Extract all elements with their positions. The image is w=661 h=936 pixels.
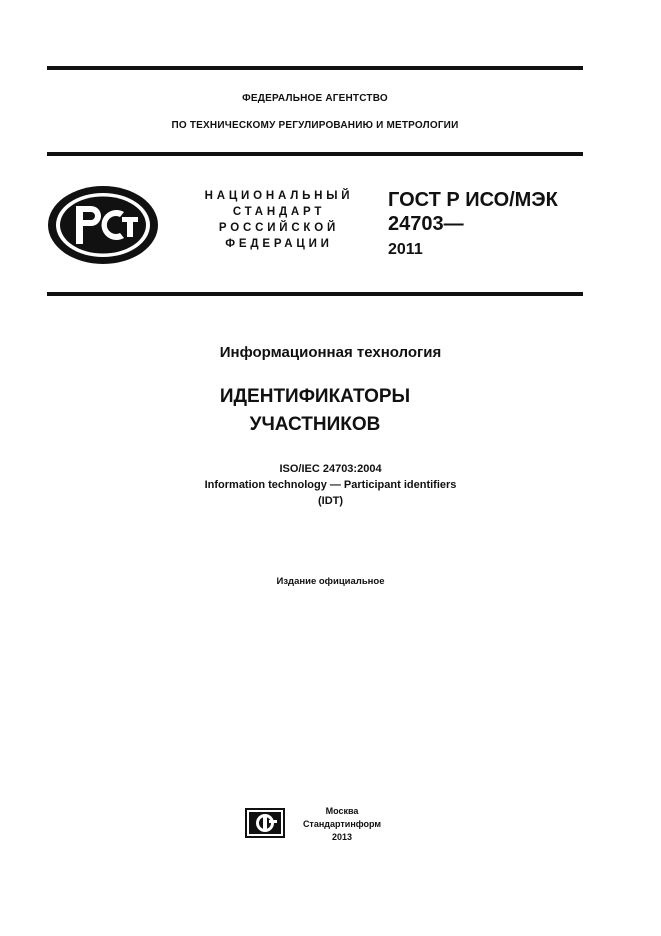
top-rule xyxy=(47,66,583,70)
national-line2: СТАНДАРТ xyxy=(232,206,326,218)
official-edition-label: Издание официальное xyxy=(276,576,385,587)
iso-reference: ISO/IEC 24703:2004 xyxy=(279,463,382,475)
main-title-line1: ИДЕНТИФИКАТОРЫ xyxy=(219,386,411,407)
subject-title: Информационная технология xyxy=(219,344,442,361)
agency-name-line1: ФЕДЕРАЛЬНОЕ АГЕНТСТВО xyxy=(242,93,388,104)
agency-name-line2: ПО ТЕХНИЧЕСКОМУ РЕГУЛИРОВАНИЮ И МЕТРОЛОГИИ xyxy=(171,120,459,131)
designation-year: 2011 xyxy=(388,241,423,258)
national-standard-label xyxy=(188,188,370,252)
designation-line2: 24703— xyxy=(388,213,464,235)
lower-rule xyxy=(47,292,583,296)
publisher-name: Стандартинформ xyxy=(302,819,382,829)
middle-rule xyxy=(47,152,583,156)
iso-equivalence: (IDT) xyxy=(317,495,344,507)
publisher-year: 2013 xyxy=(331,832,353,842)
main-title-line2: УЧАСТНИКОВ xyxy=(249,414,381,435)
standard-designation xyxy=(388,188,558,262)
national-line1: НАЦИОНАЛЬНЫЙ xyxy=(204,190,354,202)
national-line4: ФЕДЕРАЦИИ xyxy=(225,238,333,250)
standartinform-logo-icon xyxy=(245,808,285,838)
gost-r-logo-icon xyxy=(46,184,160,266)
iso-english-title: Information technology — Participant identifiers xyxy=(204,479,457,491)
designation-line1: ГОСТ Р ИСО/МЭК xyxy=(388,189,558,211)
national-line3: РОССИЙСКОЙ xyxy=(218,222,340,234)
publisher-city: Москва xyxy=(325,806,359,816)
